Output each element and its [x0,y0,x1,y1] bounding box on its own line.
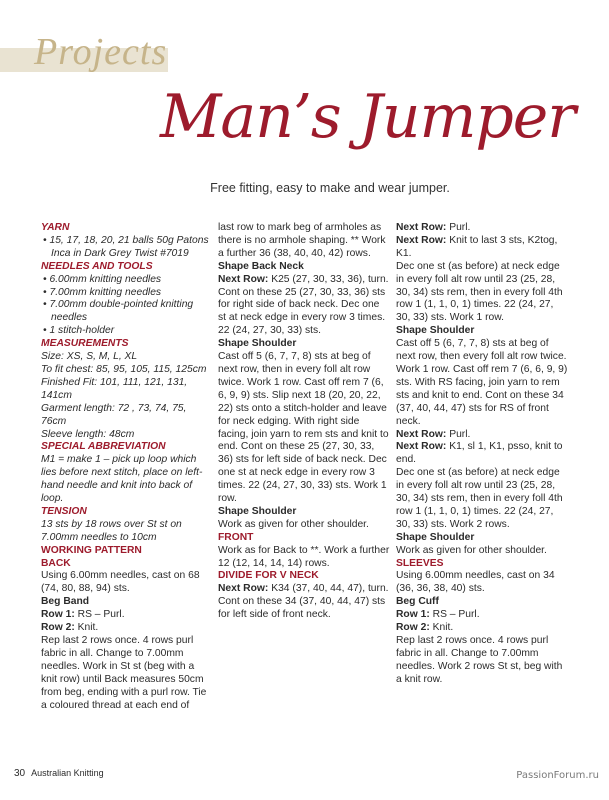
row-line: Next Row: K1, sl 1, K1, psso, knit to end. [396,441,563,466]
row-line: Row 2: Knit. [396,622,454,634]
column-2 [218,222,390,622]
column-1 [41,222,211,712]
tension-heading: TENSION [41,505,87,517]
shape-back-neck-heading: Shape Back Neck [218,260,304,272]
measurement-line: To fit chest: 85, 95, 105, 115, 125cm [41,363,207,375]
sleeves-text: Using 6.00mm needles, cast on 34 (36, 36, 38, 40) sts. [396,570,555,595]
needles-item: • 7.00mm double-pointed knitting needles [43,299,194,324]
page-title: Man’s Jumper [160,82,575,152]
shoulder-text: Cast off 5 (6, 7, 7, 8) sts at beg of next row, then in every foll alt row twice. Work 1 row. Cast off rem 7 (6, 6, 9, 9) sts. Slip next 18 (20, 20, 22, 22) sts onto a stitch-holder and leave for neck edging. With right side facing, join yarn to rem sts and knit to end. Cont on these 25 (27, 30, 33, 36) sts for left side of back neck. Dec one st at neck edge in every row 3 times. 22 (24, 27, 30, 33) sts. Work 1 row. [218,351,389,505]
back-text: Using 6.00mm needles, cast on 68 (74, 80, 88, 94) sts. [41,570,200,595]
column-3 [396,222,568,687]
band-heading: Beg Band [41,596,90,608]
row-line: Row 2: Knit. [41,622,99,634]
shoulder-text: Work as given for other shoulder. [218,518,369,530]
measurements-heading: MEASUREMENTS [41,338,129,350]
shoulder-text: Cast off 5 (6, 7, 7, 8) sts at beg of next row, then every foll alt row twice. Work 1 row. Cast off rem 7 (6, 6, 9, 9) sts. With RS facing, join yarn to rem sts and knit to end. Cont on these 34 (37, 40, 44, 47) sts for RS of front neck. [396,338,568,427]
needles-item: • 7.00mm knitting needles [43,286,162,298]
shape-shoulder-heading: Shape Shoulder [396,531,475,543]
divide-heading: DIVIDE FOR V NECK [218,570,319,582]
measurement-line: Garment length: 72 , 73, 74, 75, 76cm [41,402,187,427]
needles-heading: NEEDLES AND TOOLS [41,260,153,272]
needles-item: • 1 stitch-holder [43,325,115,337]
tension-text: 13 sts by 18 rows over St st on 7.00mm needles to 10cm [41,518,182,543]
row-line: Row 1: RS – Purl. [396,609,480,621]
shape-shoulder-heading: Shape Shoulder [218,505,297,517]
abbreviation-heading: SPECIAL ABBREVIATION [41,441,166,453]
cuff-text: Rep last 2 rows once. 4 rows purl fabric in all. Change to 7.00mm needles. Work 2 rows St st, beg with a knit row. [396,635,563,685]
page-number: 30 [14,768,26,779]
row-line: Next Row: Purl. [396,222,471,233]
back-neck-text: Cont on these 25 (27, 30, 33, 36) sts for right side of back neck. Dec one st at neck edge in every row 3 times. 22 (24, 27, 30, 33) sts. [218,286,386,337]
decrease-text: Dec one st (as before) at neck edge in every foll alt row until 23 (25, 28, 30, 34) sts rem, then in every foll 4th row 1 (1, 1, 0, 1) times. 22 (24, 27, 30, 33) sts. Work 1 row. [396,260,563,324]
section-tag: Projects [34,31,168,73]
magazine-name: Australian Knitting [31,768,104,778]
page-subtitle: Free fitting, easy to make and wear jumper. [210,181,450,195]
shoulder-text: Work as given for other shoulder. [396,544,547,556]
row-line: Next Row: Knit to last 3 sts, K2tog, K1. [396,234,558,259]
front-text: Work as for Back to **. Work a further 12 (12, 14, 14, 14) rows. [218,544,390,569]
divide-text: Cont on these 34 (37, 40, 44, 47) sts for left side of front neck. [218,596,386,621]
continued-text: last row to mark beg of armholes as there is no armhole shaping. ** Work a further 36 (38, 40, 40, 42) rows. [218,222,386,259]
back-heading: BACK [41,557,71,569]
decrease-text: Dec one st (as before) at neck edge in every foll alt row until 23 (25, 28, 30, 34) sts rem, then in every foll 4th row 1 (1, 1, 0, 1) times. 22 (24, 27, 30, 33) sts. Work 2 rows. [396,467,563,530]
page-footer [14,768,104,779]
yarn-item: • 15, 17, 18, 20, 21 balls 50g Patons Inca in Dark Grey Twist #7019 [43,234,209,259]
needles-item: • 6.00mm knitting needles [43,273,162,285]
shape-shoulder-heading: Shape Shoulder [396,325,475,337]
cuff-heading: Beg Cuff [396,596,439,608]
shape-shoulder-heading: Shape Shoulder [218,338,297,350]
measurement-line: Sleeve length: 48cm [41,428,135,440]
front-heading: FRONT [218,531,254,543]
watermark: PassionForum.ru [516,770,599,781]
sleeves-heading: SLEEVES [396,557,444,569]
measurement-line: Finished Fit: 101, 111, 121, 131, 141cm [41,376,188,401]
row-line: Row 1: RS – Purl. [41,609,125,621]
working-pattern-heading: WORKING PATTERN [41,544,142,556]
row-line: Next Row: Purl. [396,428,471,440]
abbreviation-text: M1 = make 1 – pick up loop which lies before next stitch, place on left-hand needle and knit into back of loop. [41,454,203,505]
band-text: Rep last 2 rows once. 4 rows purl fabric in all. Change to 7.00mm needles. Work in St st (beg with a knit row) until Back measures 50cm from beg, ending with a purl row. Tie a coloured thread at each end of [41,635,207,711]
yarn-heading: YARN [41,222,70,233]
row-line: Next Row: K34 (37, 40, 44, 47), turn. [218,583,389,595]
row-line: Next Row: K25 (27, 30, 33, 36), turn. [218,273,389,285]
measurement-line: Size: XS, S, M, L, XL [41,351,138,363]
